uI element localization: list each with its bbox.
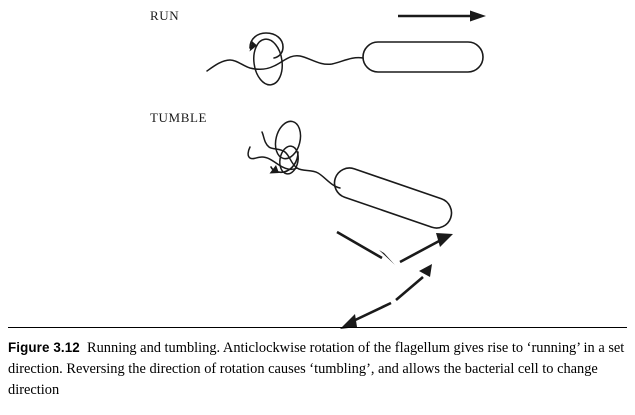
tumble-cell-body (330, 164, 455, 232)
caption-divider (8, 327, 627, 328)
tumble-direction-arrow-4 (340, 303, 391, 329)
tumble-direction-arrow-2 (400, 233, 453, 262)
figure-number: Figure 3.12 (8, 340, 80, 355)
tumble-label: TUMBLE (150, 110, 208, 125)
tumble-direction-arrow-3 (396, 264, 432, 300)
figure-caption-text: Running and tumbling. Anticlockwise rotation of the flagellum gives rise to ‘running’ in a set direction. Reversing the direction of rotation causes ‘tumbling’, and allows the bacterial cell to change direction (8, 340, 625, 398)
run-flagellum (207, 56, 363, 71)
run-direction-arrow (398, 11, 486, 22)
tumble-panel (248, 119, 455, 329)
figure-caption (8, 337, 628, 401)
tumble-flagellum (262, 132, 340, 188)
run-panel (207, 11, 486, 87)
tumble-direction-arrow-1 (337, 232, 395, 265)
run-label: RUN (150, 8, 180, 23)
run-cell-body (363, 42, 483, 72)
